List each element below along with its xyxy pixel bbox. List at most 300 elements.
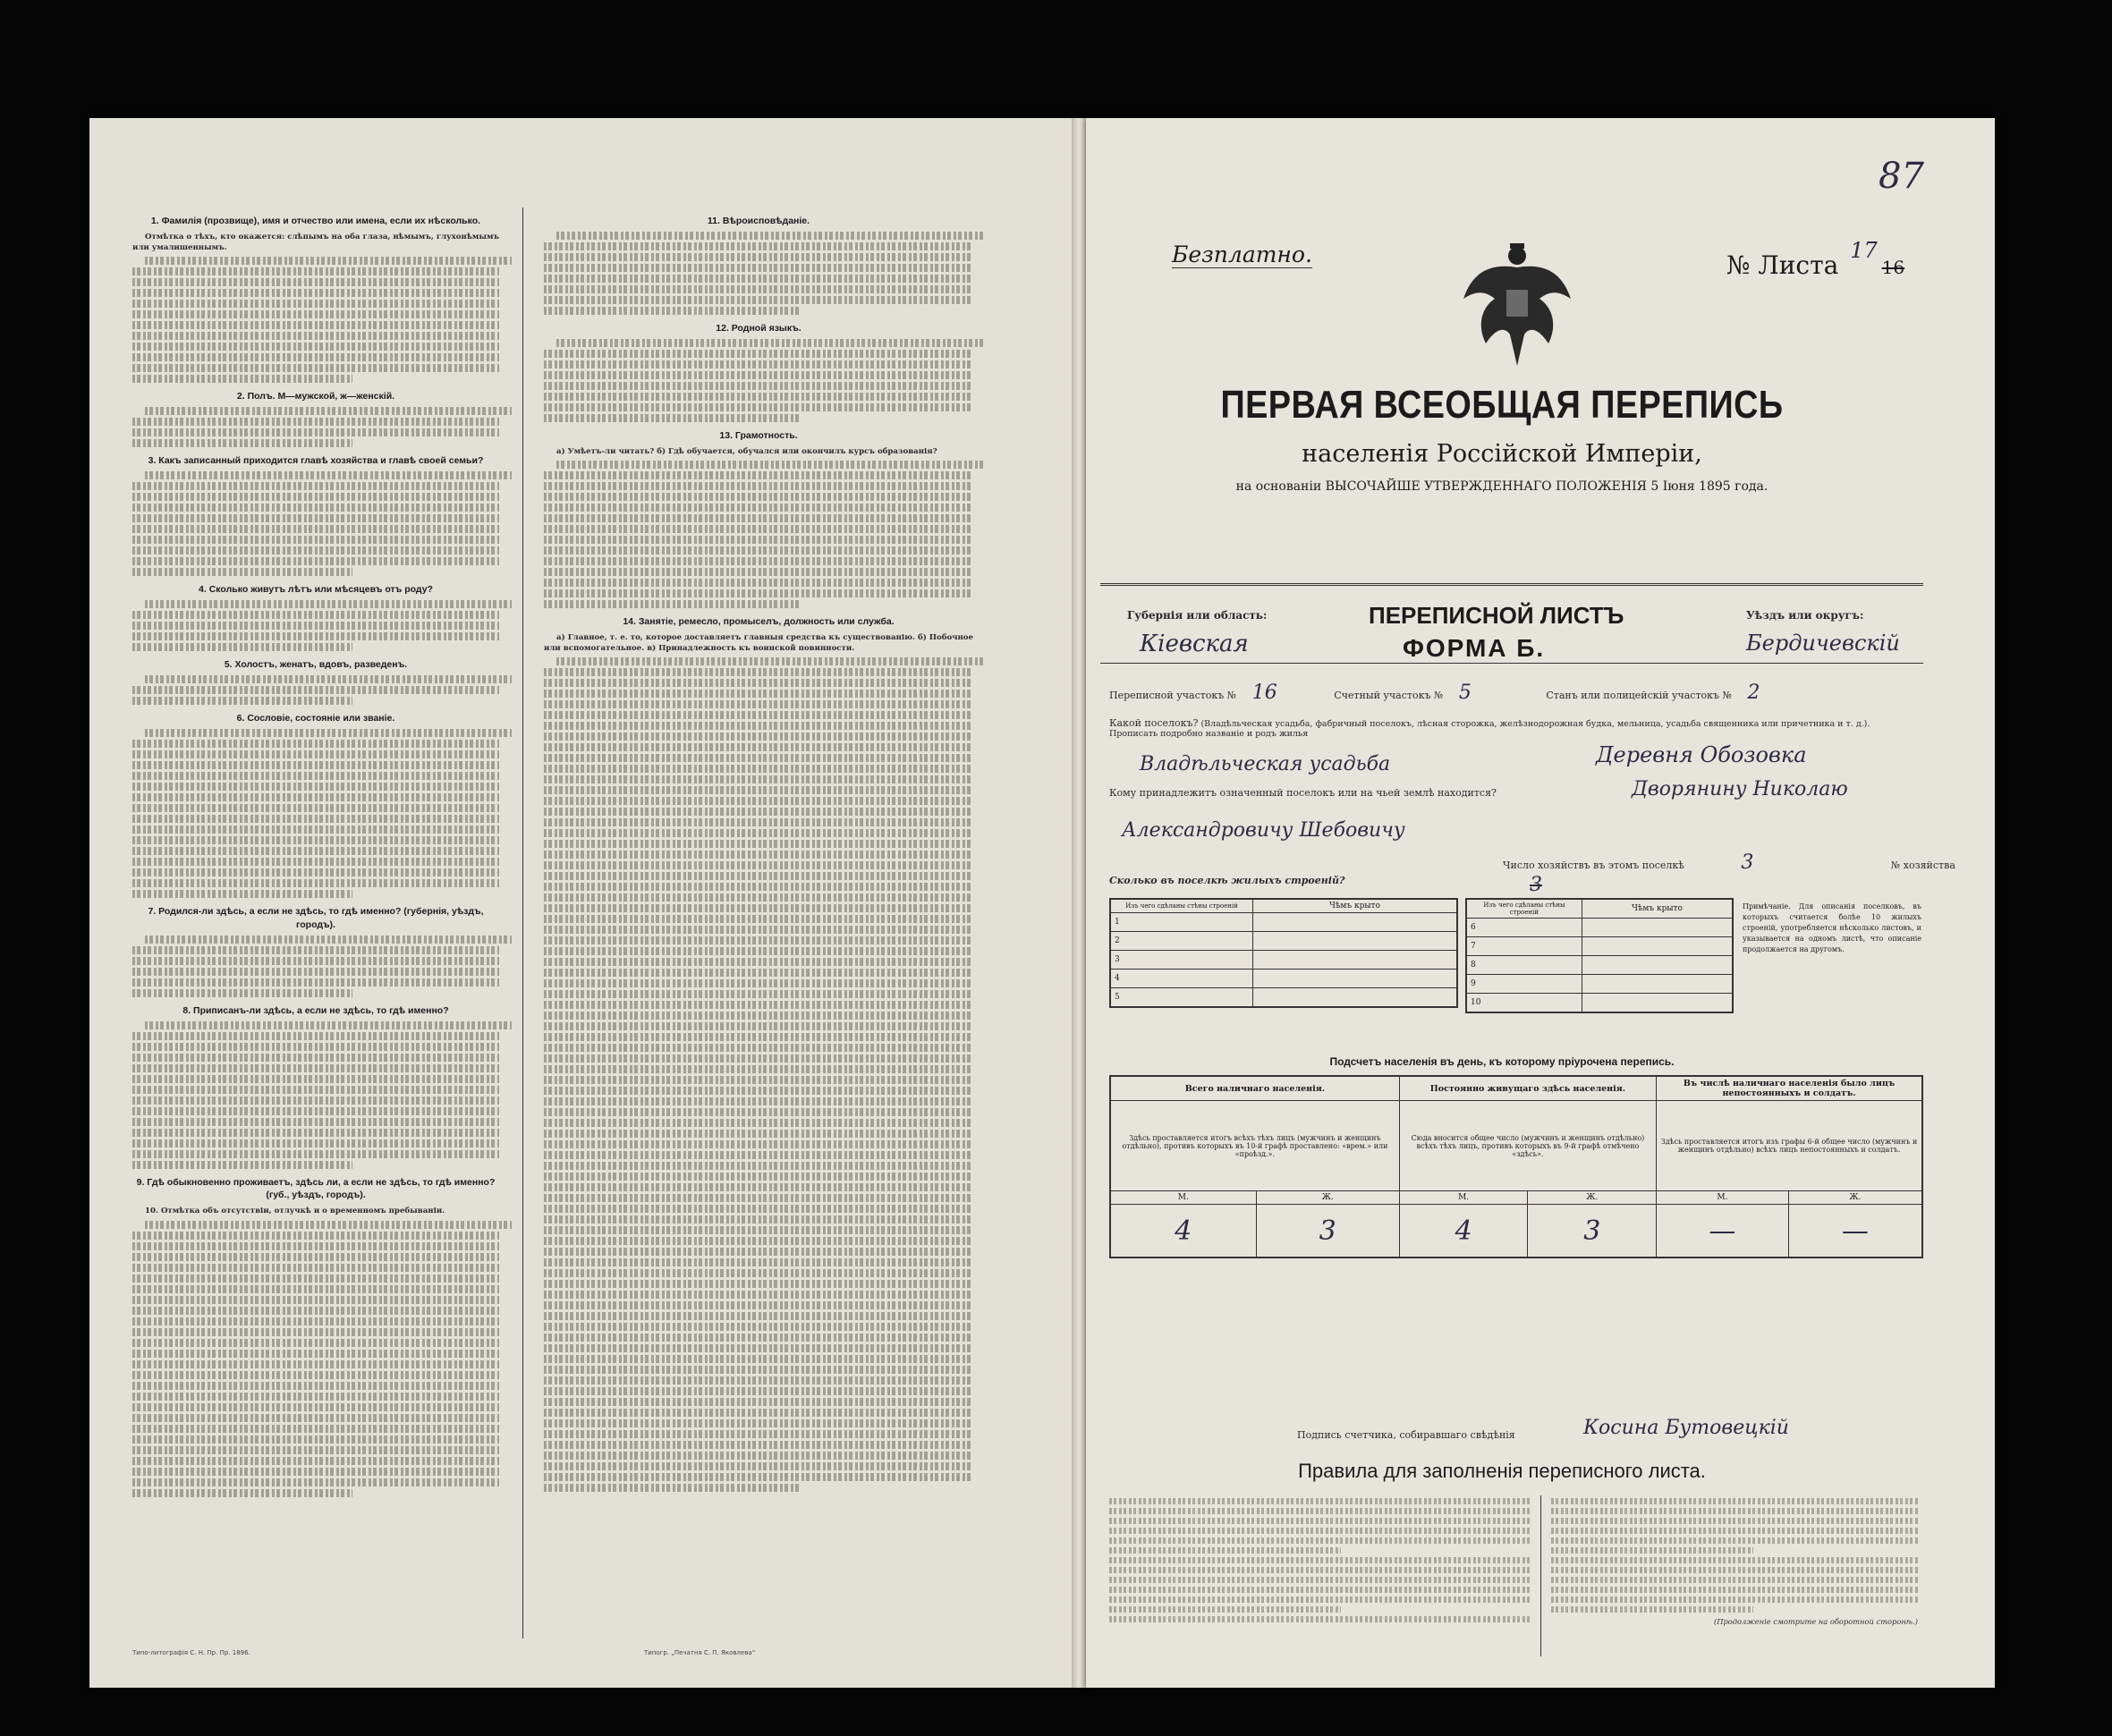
fine-print-line (132, 815, 499, 823)
fine-print-line (132, 1478, 499, 1486)
rules-text-left (1109, 1495, 1530, 1626)
instruction-subheading: 10. Отмѣтка объ отсутствіи, отлучкѣ и о временномъ пребываніи. (145, 1207, 445, 1216)
fine-print-line (1109, 1508, 1530, 1514)
population-count-table (1109, 1075, 1923, 1258)
fine-print-line (544, 1258, 973, 1266)
fine-print-line (544, 285, 973, 293)
household-number-value: 3 (1530, 874, 1542, 896)
sheet-number (1726, 238, 1905, 280)
census-title: ПЕРВАЯ ВСЕОБЩАЯ ПЕРЕПИСЬ (1220, 383, 1784, 427)
fine-print-line (544, 1269, 973, 1277)
fine-print-line (1551, 1498, 1918, 1504)
fine-print-line (544, 589, 973, 597)
fine-print-line (132, 978, 499, 987)
fine-print-line (132, 1161, 352, 1169)
building-row-number: 6 (1466, 919, 1582, 937)
owner-label: Кому принадлежитъ означенный поселокъ или на чьей землѣ находится? (1109, 787, 1497, 799)
fine-print-line (132, 1107, 499, 1115)
instruction-heading: 7. Родился-ли здѣсь, а если не здѣсь, то гдѣ именно? (губернія, уѣздъ, городъ). (148, 905, 484, 930)
fine-print-line (145, 729, 512, 737)
fine-print-line (132, 740, 499, 748)
fine-print-line (1109, 1557, 1530, 1563)
fine-print-line (544, 872, 973, 880)
instruction-heading: 11. Вѣроисповѣданіе. (707, 216, 810, 226)
fine-print-line (544, 1097, 973, 1105)
walls-column-header: Изъ чего сдѣланы стѣны строеній (1110, 899, 1253, 913)
printer-note-left: Типо-литографія С. Н. Пр. Пр. 1896. (132, 1649, 250, 1656)
fine-print-line (544, 1130, 973, 1138)
fine-print-line (544, 253, 973, 261)
buildings-table-right (1465, 898, 1734, 1013)
fine-print-line (132, 826, 499, 834)
fine-print-line (544, 371, 973, 379)
fine-print-line (544, 733, 973, 741)
households-value: 3 (1741, 851, 1754, 874)
fine-print-line (544, 600, 802, 608)
fine-print-line (132, 568, 352, 576)
fine-print-line (544, 1280, 973, 1288)
building-row-number: 3 (1110, 951, 1253, 970)
fine-print-line (132, 353, 499, 361)
fine-print-line (132, 546, 499, 555)
fine-print-line (544, 722, 973, 730)
fine-print-line (544, 1001, 973, 1009)
instruction-heading: 12. Родной языкъ. (716, 322, 802, 334)
fine-print-line (1109, 1537, 1530, 1544)
count-district-value: 5 (1458, 682, 1472, 704)
fine-print-line (132, 364, 499, 372)
fine-print-line (544, 1430, 973, 1438)
building-row-number: 4 (1110, 970, 1253, 988)
fine-print-line (132, 879, 499, 887)
fine-print-line (1551, 1528, 1918, 1534)
fine-print-line (132, 1242, 499, 1250)
instruction-heading: 2. Полъ. М—мужской, ж—женскій. (236, 391, 395, 402)
fine-print-line (132, 300, 499, 308)
fine-print-line (544, 1334, 973, 1342)
non-permanent-female-count: — (1788, 1205, 1922, 1258)
fine-print-line (544, 883, 973, 891)
population-count-title: Подсчетъ населенія въ день, къ которому пріурочена перепись. (1329, 1055, 1675, 1068)
fine-print-line (132, 1371, 499, 1379)
fine-print-line (544, 1087, 973, 1095)
fine-print-line (544, 1291, 973, 1299)
enumerator-signature-label: Подпись счетчика, собиравшаго свѣдѣнія (1297, 1429, 1515, 1441)
form-name: ФОРМА Б. (1403, 634, 1546, 662)
roof-column-header: Чѣмъ крыто (1582, 899, 1734, 919)
census-subtitle: населенія Россійской Имперіи, (1302, 440, 1702, 468)
fine-print-line (544, 414, 802, 422)
fine-print-line (132, 1129, 499, 1137)
fine-print-line (132, 1264, 499, 1272)
walls-column-header: Изъ чего сдѣланы стѣны строеній (1466, 899, 1582, 919)
fine-print-line (1551, 1557, 1918, 1563)
fine-print-line (544, 1151, 973, 1159)
fine-print-line (132, 1118, 499, 1126)
fine-print-line (132, 1403, 499, 1411)
fine-print-line (132, 611, 499, 619)
fine-print-line (132, 1064, 499, 1072)
total-male-count: 4 (1110, 1205, 1256, 1258)
fine-print-line (132, 1360, 499, 1368)
fine-print-line (132, 504, 499, 512)
fine-print-line (544, 504, 973, 512)
count-district-label: Счетный участокъ № (1334, 690, 1444, 701)
fine-print-line (544, 264, 973, 272)
fine-print-line (544, 915, 973, 923)
gubernia-value: Кіевская (1140, 631, 1249, 657)
instruction-subheading: а) Главное, т. е. то, которое доставляетъ главныя средства къ существованію. б) Побочное или вспомогательное. в) Принадлежность къ воинской повинности. (544, 632, 973, 654)
owner-value-2: Александровичу Шебовичу (1122, 819, 1405, 842)
sheet-number-value: 17 (1850, 238, 1878, 263)
folio-number: 87 (1879, 156, 1924, 197)
settlement-name-value: Деревня Обозовка (1596, 742, 1807, 767)
instruction-subheading: Отмѣтка о тѣхъ, кто окажется: слѣпымъ на оба глаза, нѣмымъ, глухонѣмымъ или умалишеннымъ. (132, 232, 499, 253)
fine-print-line (544, 1237, 973, 1245)
fine-print-line (544, 1162, 973, 1170)
fine-print-line (145, 407, 512, 415)
fine-print-line (544, 679, 973, 687)
fine-print-line (132, 772, 499, 780)
instruction-subheading: а) Умѣетъ-ли читать? б) Гдѣ обучается, обучался или окончилъ курсъ образованія? (556, 446, 937, 456)
fine-print-line (556, 339, 986, 347)
fine-print-line (132, 536, 499, 544)
fine-print-line (132, 493, 499, 501)
fine-print-line (132, 1054, 499, 1062)
non-permanent-header: Въ числѣ наличнаго населенія было лицъ непостоянныхъ и солдатъ. (1657, 1076, 1922, 1101)
fine-print-line (132, 1285, 499, 1293)
fine-print-line (132, 1097, 499, 1105)
fine-print-line (132, 1296, 499, 1304)
fine-print-line (544, 1452, 973, 1460)
building-row-number: 1 (1110, 913, 1253, 932)
fine-print-line (544, 829, 973, 837)
total-present-description: Здѣсь проставляется итогъ всѣхъ тѣхъ лицъ (мужчинъ и женщинъ отдѣльно), противъ которыхъ въ 10-й графѣ проставлено: «врем.» или «проѣзд.». (1110, 1101, 1399, 1191)
fine-print-line (1551, 1537, 1918, 1544)
police-district-value: 2 (1747, 682, 1760, 704)
fine-print-line (544, 1205, 973, 1213)
police-district-label: Станъ или полицейскій участокъ № (1546, 690, 1732, 701)
fine-print-line (132, 858, 499, 866)
fine-print-line (132, 1414, 499, 1422)
fine-print-line (544, 1076, 973, 1084)
building-row-number: 8 (1466, 956, 1582, 975)
fine-print-line (544, 990, 973, 998)
female-header: Ж. (1528, 1191, 1657, 1205)
fine-print-line (544, 557, 973, 565)
fine-print-line (1109, 1587, 1530, 1593)
fine-print-line (544, 711, 973, 719)
census-district-value: 16 (1251, 682, 1277, 704)
instruction-heading: 4. Сколько живутъ лѣтъ или мѣсяцевъ отъ роду? (199, 584, 433, 596)
fine-print-line (544, 1226, 973, 1234)
legal-basis: на основаніи ВЫСОЧАЙШЕ УТВЕРЖДЕННАГО ПОЛОЖЕНІЯ 5 Іюня 1895 года. (1235, 479, 1768, 494)
fine-print-line (145, 257, 512, 265)
fine-print-line (544, 840, 973, 848)
female-header: Ж. (1788, 1191, 1922, 1205)
fine-print-line (544, 1033, 973, 1041)
fine-print-line (132, 1393, 499, 1401)
fine-print-line (145, 936, 512, 944)
fine-print-line (544, 1065, 973, 1073)
fine-print-line (132, 1139, 499, 1147)
fine-print-line (1109, 1528, 1530, 1534)
fine-print-line (132, 321, 499, 329)
fine-print-line (132, 783, 499, 791)
fine-print-line (544, 743, 973, 751)
fine-print-line (544, 1484, 802, 1492)
fine-print-line (132, 375, 352, 383)
fine-print-line (1551, 1577, 1918, 1583)
fine-print-line (544, 1441, 973, 1449)
fine-print-line (132, 1232, 499, 1240)
fine-print-line (1109, 1518, 1530, 1524)
fine-print-line (544, 1355, 973, 1363)
fine-print-line (132, 847, 499, 855)
male-header: М. (1657, 1191, 1789, 1205)
instructions-column-1 (132, 207, 499, 1500)
fine-print-line (544, 1462, 973, 1470)
fine-print-line (145, 471, 512, 479)
fine-print-line (544, 360, 973, 368)
fine-print-line (132, 1307, 499, 1315)
instruction-heading: 1. Фамилія (прозвище), имя и отчество или имена, если их нѣсколько. (150, 216, 481, 226)
fine-print-line (1551, 1508, 1918, 1514)
gubernia-label: Губернія или область: (1127, 609, 1268, 622)
uezd-value: Бердичевскій (1746, 631, 1900, 656)
fine-print-line (544, 1344, 973, 1352)
fine-print-line (132, 793, 499, 801)
fine-print-line (544, 242, 973, 250)
fine-print-line (544, 514, 973, 522)
building-row-number: 7 (1466, 937, 1582, 956)
fine-print-line (132, 968, 499, 976)
fine-print-line (544, 1323, 973, 1331)
fine-print-line (544, 1108, 973, 1116)
fine-print-line (544, 808, 973, 816)
buildings-side-note: Примѣчаніе. Для описанія поселковъ, въ которыхъ считается болѣе 10 жилыхъ строеній, употребляется нѣсколько листовъ, и указывается на одномъ листѣ, что описаніе продолжается на другомъ. (1743, 902, 1921, 953)
rules-text-right (1551, 1495, 1918, 1627)
fine-print-line (544, 350, 973, 358)
building-row-number: 10 (1466, 994, 1582, 1013)
fine-print-line (132, 267, 499, 275)
fine-print-line (132, 514, 499, 522)
fine-print-line (132, 957, 499, 965)
fine-print-line (544, 296, 973, 304)
fine-print-line (132, 1253, 499, 1261)
form-title: ПЕРЕПИСНОЙ ЛИСТЪ (1369, 602, 1624, 629)
fine-print-line (1551, 1518, 1918, 1524)
fine-print-line (544, 1398, 973, 1406)
fine-print-line (544, 1194, 973, 1202)
permanent-female-count: 3 (1528, 1205, 1657, 1258)
fine-print-line (1551, 1606, 1753, 1613)
fine-print-line (132, 1425, 499, 1433)
fine-print-line (132, 1446, 499, 1454)
fine-print-line (544, 568, 973, 576)
column-divider (522, 207, 523, 1639)
fine-print-line (544, 818, 973, 826)
fine-print-line (132, 1043, 499, 1051)
fine-print-line (1109, 1616, 1530, 1622)
census-form-page (1086, 118, 1995, 1688)
fine-print-line (556, 461, 986, 469)
fine-print-line (132, 1150, 499, 1158)
instruction-heading: 5. Холостъ, женатъ, вдовъ, разведенъ. (224, 659, 408, 671)
fine-print-line (544, 307, 802, 315)
rules-title: Правила для заполненія переписного листа. (1298, 1460, 1706, 1482)
fine-print-line (132, 761, 499, 769)
instruction-heading: 13. Грамотность. (719, 429, 798, 441)
fine-print-line (145, 600, 512, 608)
fine-print-line (132, 890, 352, 898)
fine-print-line (132, 1086, 499, 1094)
instruction-heading: 9. Гдѣ обыкновенно проживаетъ, здѣсь ли, а если не здѣсь, то гдѣ именно? (губ., уѣздъ, городъ). (136, 1176, 496, 1201)
uezd-label: Уѣздъ или округъ: (1746, 609, 1864, 622)
fine-print-line (544, 1119, 973, 1127)
left-page (89, 118, 1084, 1688)
female-header: Ж. (1256, 1191, 1399, 1205)
fine-print-line (132, 557, 499, 565)
fine-print-line (132, 686, 499, 694)
owner-value-1: Дворянину Николаю (1632, 778, 1848, 800)
census-district-label: Переписной участокъ № (1109, 690, 1237, 701)
fine-print-line (544, 482, 973, 490)
instruction-heading: 8. Приписанъ-ли здѣсь, а если не здѣсь, то гдѣ именно? (182, 1004, 449, 1016)
fine-print-line (1109, 1577, 1530, 1583)
fine-print-line (544, 979, 973, 987)
fine-print-line (1551, 1547, 1753, 1554)
fine-print-line (544, 275, 973, 283)
fine-print-line (544, 1366, 973, 1374)
fine-print-line (1109, 1606, 1341, 1613)
printer-note-right: Типогр. „Печатня С. П. Яковлева“ (644, 1649, 756, 1656)
households-line: Число хозяйствъ въ этомъ поселкѣ 3 № хозяйства 3 (1503, 851, 1955, 896)
permanent-male-count: 4 (1399, 1205, 1528, 1258)
fine-print-line (132, 343, 499, 351)
fine-print-line (544, 1312, 973, 1320)
fine-print-line (544, 536, 973, 544)
sheet-number-crossed: 16 (1881, 257, 1905, 278)
fine-print-line (544, 1044, 973, 1052)
fine-print-line (132, 1457, 499, 1465)
fine-print-line (544, 1012, 973, 1020)
instruction-heading: 14. Занятіе, ремесло, промыселъ, должность или служба. (623, 615, 895, 627)
fine-print-line (544, 1409, 973, 1417)
fine-print-line (544, 936, 973, 944)
fine-print-line (1109, 1567, 1530, 1573)
fine-print-line (544, 471, 973, 479)
fine-print-line (544, 1022, 973, 1030)
fine-print-line (544, 851, 973, 859)
free-label: Безплатно. (1172, 241, 1312, 267)
fine-print-line (132, 1435, 499, 1444)
fine-print-line (544, 1473, 973, 1481)
permanent-residents-header: Постоянно живущаго здѣсь населенія. (1399, 1076, 1656, 1101)
fine-print-line (1551, 1596, 1918, 1603)
fine-print-line (132, 1468, 499, 1476)
imperial-eagle-emblem (1455, 236, 1580, 370)
fine-print-line (132, 525, 499, 533)
fine-print-line (544, 700, 973, 708)
fine-print-line (132, 946, 499, 954)
fine-print-line (132, 836, 499, 844)
fine-print-line (544, 775, 973, 783)
fine-print-line (132, 289, 499, 297)
fine-print-line (544, 1419, 973, 1427)
fine-print-line (544, 765, 973, 773)
fine-print-line (132, 482, 499, 490)
instruction-heading: 3. Какъ записанный приходится главѣ хозяйства и главѣ своей семьи? (148, 455, 484, 467)
fine-print-line (132, 1489, 352, 1497)
fine-print-line (132, 750, 499, 758)
fine-print-line (544, 797, 973, 805)
building-row-number: 5 (1110, 988, 1253, 1008)
fine-print-line (556, 232, 986, 240)
fine-print-line (544, 893, 973, 902)
census-district-line (1109, 682, 1914, 704)
fine-print-line (544, 493, 973, 501)
fine-print-line (544, 546, 973, 555)
fine-print-line (1109, 1596, 1530, 1603)
male-header: М. (1110, 1191, 1256, 1205)
permanent-residents-description: Сюда вносится общее число (мужчинъ и женщинъ отдѣльно) всѣхъ тѣхъ лицъ, противъ которыхъ въ 9-й графѣ отмѣчено «здѣсь». (1399, 1101, 1656, 1191)
roof-column-header: Чѣмъ крыто (1253, 899, 1458, 913)
fine-print-line (544, 1183, 973, 1191)
fine-print-line (132, 989, 352, 997)
fine-print-line (556, 657, 986, 665)
fine-print-line (132, 1274, 499, 1283)
fine-print-line (132, 622, 499, 630)
fine-print-line (544, 754, 973, 762)
fine-print-line (544, 786, 973, 794)
building-row-number: 2 (1110, 932, 1253, 951)
enumerator-signature: Косина Бутовецкій (1583, 1417, 1789, 1439)
fine-print-line (132, 1382, 499, 1390)
fine-print-line (132, 418, 499, 426)
fine-print-line (132, 439, 352, 447)
fine-print-line (1551, 1587, 1918, 1593)
book-gutter (1072, 118, 1086, 1688)
fine-print-line (1109, 1498, 1530, 1504)
fine-print-line (544, 1387, 973, 1395)
fine-print-line (544, 1140, 973, 1148)
instruction-heading: 6. Сословіе, состояніе или званіе. (236, 712, 395, 724)
buildings-table-left (1109, 898, 1458, 1008)
fine-print-line (132, 697, 352, 705)
non-permanent-description: Здѣсь проставляется итогъ изъ графы 6-й общее число (мужчинъ и женщинъ отдѣльно) всѣхъ лицъ непостоянныхъ и солдатъ. (1657, 1101, 1922, 1191)
fine-print-line (544, 668, 973, 676)
fine-print-line (544, 861, 973, 869)
fine-print-line (132, 1032, 499, 1040)
fine-print-line (544, 904, 973, 912)
male-header: М. (1399, 1191, 1528, 1205)
fine-print-line (132, 1075, 499, 1083)
fine-print-line (145, 675, 512, 683)
fine-print-line (145, 1221, 512, 1229)
instructions-column-2 (544, 207, 973, 1495)
fine-print-line (132, 310, 499, 318)
settlement-type-value: Владѣльческая усадьба (1140, 753, 1391, 775)
fine-print-line (544, 926, 973, 934)
fine-print-line (544, 403, 973, 411)
fine-print-line (544, 525, 973, 533)
fine-print-line (132, 1339, 499, 1347)
fine-print-line (544, 690, 973, 698)
settlement-type-label: Какой поселокъ? (Владѣльческая усадьба, фабричный поселокъ, лѣсная сторожка, желѣзнодорожная будка, мельница, усадьба священника или причетника и т. д.). Прописать подробно названіе и родъ жилья (1109, 717, 1870, 739)
fine-print-line (132, 428, 499, 436)
fine-print-line (544, 393, 973, 401)
